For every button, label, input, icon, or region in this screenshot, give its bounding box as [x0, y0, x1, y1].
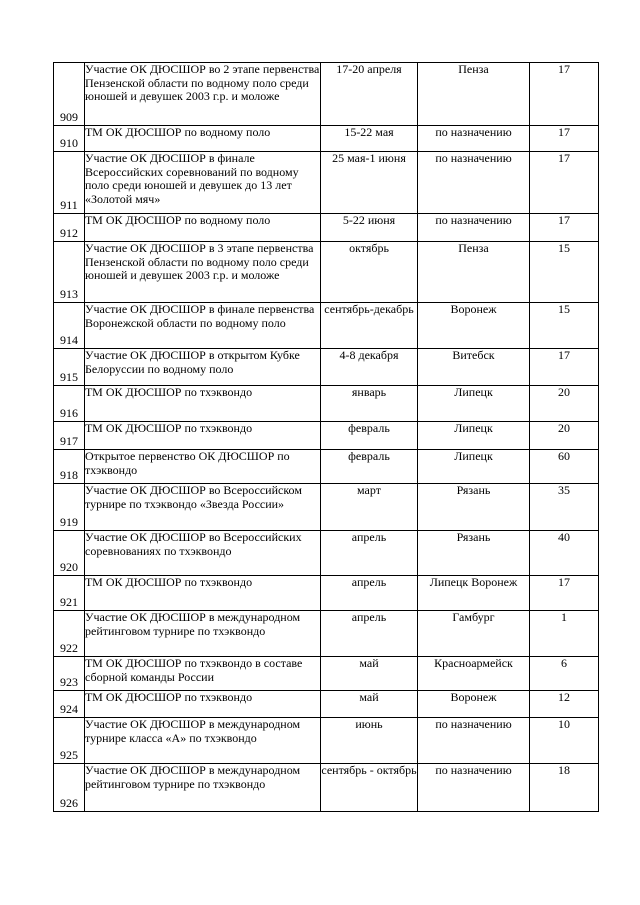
participant-count: 15 — [530, 242, 599, 303]
event-name: ТМ ОК ДЮСШОР по водному поло — [85, 214, 321, 242]
events-table — [53, 62, 599, 812]
row-number: 926 — [54, 764, 85, 812]
event-date: май — [321, 691, 418, 718]
event-place: по назначению — [418, 152, 530, 214]
row-number: 912 — [54, 214, 85, 242]
table-row — [54, 242, 599, 303]
participant-count: 60 — [530, 450, 599, 484]
event-place: Пенза — [418, 242, 530, 303]
participant-count: 17 — [530, 214, 599, 242]
event-name: Участие ОК ДЮСШОР в 3 этапе первенства Пензенской области по водному поло среди юношей и девушек 2003 г.р. и моложе — [85, 242, 321, 303]
event-name: Участие ОК ДЮСШОР в международном турнире класса «А» по тхэквондо — [85, 718, 321, 764]
participant-count: 15 — [530, 303, 599, 349]
event-place: по назначению — [418, 764, 530, 812]
table-row — [54, 718, 599, 764]
participant-count: 17 — [530, 63, 599, 126]
table-row — [54, 764, 599, 812]
event-place: Липецк — [418, 450, 530, 484]
event-place: Витебск — [418, 349, 530, 386]
event-date: сентябрь - октябрь — [321, 764, 418, 812]
participant-count: 35 — [530, 484, 599, 531]
row-number: 925 — [54, 718, 85, 764]
table-row — [54, 152, 599, 214]
participant-count: 20 — [530, 386, 599, 422]
table-row — [54, 657, 599, 691]
participant-count: 12 — [530, 691, 599, 718]
event-name: ТМ ОК ДЮСШОР по водному поло — [85, 126, 321, 152]
event-place: Рязань — [418, 484, 530, 531]
event-name: Участие ОК ДЮСШОР в финале первенства Воронежской области по водному поло — [85, 303, 321, 349]
table-row — [54, 422, 599, 450]
table-row — [54, 691, 599, 718]
event-place: по назначению — [418, 126, 530, 152]
row-number: 923 — [54, 657, 85, 691]
event-place: Гамбург — [418, 611, 530, 657]
event-name: ТМ ОК ДЮСШОР по тхэквондо — [85, 691, 321, 718]
table-row — [54, 531, 599, 576]
row-number: 909 — [54, 63, 85, 126]
event-date: апрель — [321, 611, 418, 657]
table-row — [54, 63, 599, 126]
event-date: февраль — [321, 422, 418, 450]
table-row — [54, 484, 599, 531]
event-place: Рязань — [418, 531, 530, 576]
row-number: 917 — [54, 422, 85, 450]
event-date: сентябрь-декабрь — [321, 303, 418, 349]
table-row — [54, 303, 599, 349]
event-date: март — [321, 484, 418, 531]
participant-count: 20 — [530, 422, 599, 450]
participant-count: 40 — [530, 531, 599, 576]
participant-count: 6 — [530, 657, 599, 691]
row-number: 910 — [54, 126, 85, 152]
event-date: июнь — [321, 718, 418, 764]
row-number: 918 — [54, 450, 85, 484]
event-date: 17-20 апреля — [321, 63, 418, 126]
event-date: апрель — [321, 531, 418, 576]
event-name: Участие ОК ДЮСШОР во 2 этапе первенства Пензенской области по водному поло среди юношей и девушек 2003 г.р. и моложе — [85, 63, 321, 126]
event-place: Липецк — [418, 386, 530, 422]
event-name: Участие ОК ДЮСШОР в финале Всероссийских соревнований по водному поло среди юношей и девушек до 13 лет «Золотой мяч» — [85, 152, 321, 214]
event-date: апрель — [321, 576, 418, 611]
event-name: ТМ ОК ДЮСШОР по тхэквондо — [85, 422, 321, 450]
event-place: по назначению — [418, 718, 530, 764]
event-date: февраль — [321, 450, 418, 484]
event-name: ТМ ОК ДЮСШОР по тхэквондо — [85, 576, 321, 611]
participant-count: 1 — [530, 611, 599, 657]
participant-count: 17 — [530, 126, 599, 152]
event-name: Участие ОК ДЮСШОР в открытом Кубке Белоруссии по водному поло — [85, 349, 321, 386]
participant-count: 17 — [530, 349, 599, 386]
event-date: 25 мая-1 июня — [321, 152, 418, 214]
participant-count: 18 — [530, 764, 599, 812]
event-place: Липецк Воронеж — [418, 576, 530, 611]
event-place: Воронеж — [418, 303, 530, 349]
row-number: 911 — [54, 152, 85, 214]
event-date: октябрь — [321, 242, 418, 303]
row-number: 919 — [54, 484, 85, 531]
event-place: по назначению — [418, 214, 530, 242]
event-date: 5-22 июня — [321, 214, 418, 242]
event-name: ТМ ОК ДЮСШОР по тхэквондо в составе сборной команды России — [85, 657, 321, 691]
event-date: 4-8 декабря — [321, 349, 418, 386]
event-date: январь — [321, 386, 418, 422]
table-row — [54, 386, 599, 422]
event-place: Липецк — [418, 422, 530, 450]
row-number: 922 — [54, 611, 85, 657]
event-name: ТМ ОК ДЮСШОР по тхэквондо — [85, 386, 321, 422]
row-number: 915 — [54, 349, 85, 386]
event-name: Участие ОК ДЮСШОР в международном рейтинговом турнире по тхэквондо — [85, 764, 321, 812]
table-row — [54, 214, 599, 242]
row-number: 913 — [54, 242, 85, 303]
table-row — [54, 576, 599, 611]
event-name: Участие ОК ДЮСШОР во Всероссийском турнире по тхэквондо «Звезда России» — [85, 484, 321, 531]
row-number: 921 — [54, 576, 85, 611]
row-number: 920 — [54, 531, 85, 576]
participant-count: 17 — [530, 576, 599, 611]
event-name: Участие ОК ДЮСШОР во Всероссийских соревнованиях по тхэквондо — [85, 531, 321, 576]
row-number: 914 — [54, 303, 85, 349]
table-row — [54, 611, 599, 657]
table-row — [54, 450, 599, 484]
event-place: Пенза — [418, 63, 530, 126]
event-name: Участие ОК ДЮСШОР в международном рейтинговом турнире по тхэквондо — [85, 611, 321, 657]
participant-count: 10 — [530, 718, 599, 764]
participant-count: 17 — [530, 152, 599, 214]
event-place: Воронеж — [418, 691, 530, 718]
event-place: Красноармейск — [418, 657, 530, 691]
row-number: 924 — [54, 691, 85, 718]
row-number: 916 — [54, 386, 85, 422]
table-row — [54, 126, 599, 152]
event-date: май — [321, 657, 418, 691]
event-name: Открытое первенство ОК ДЮСШОР по тхэквондо — [85, 450, 321, 484]
event-date: 15-22 мая — [321, 126, 418, 152]
table-row — [54, 349, 599, 386]
